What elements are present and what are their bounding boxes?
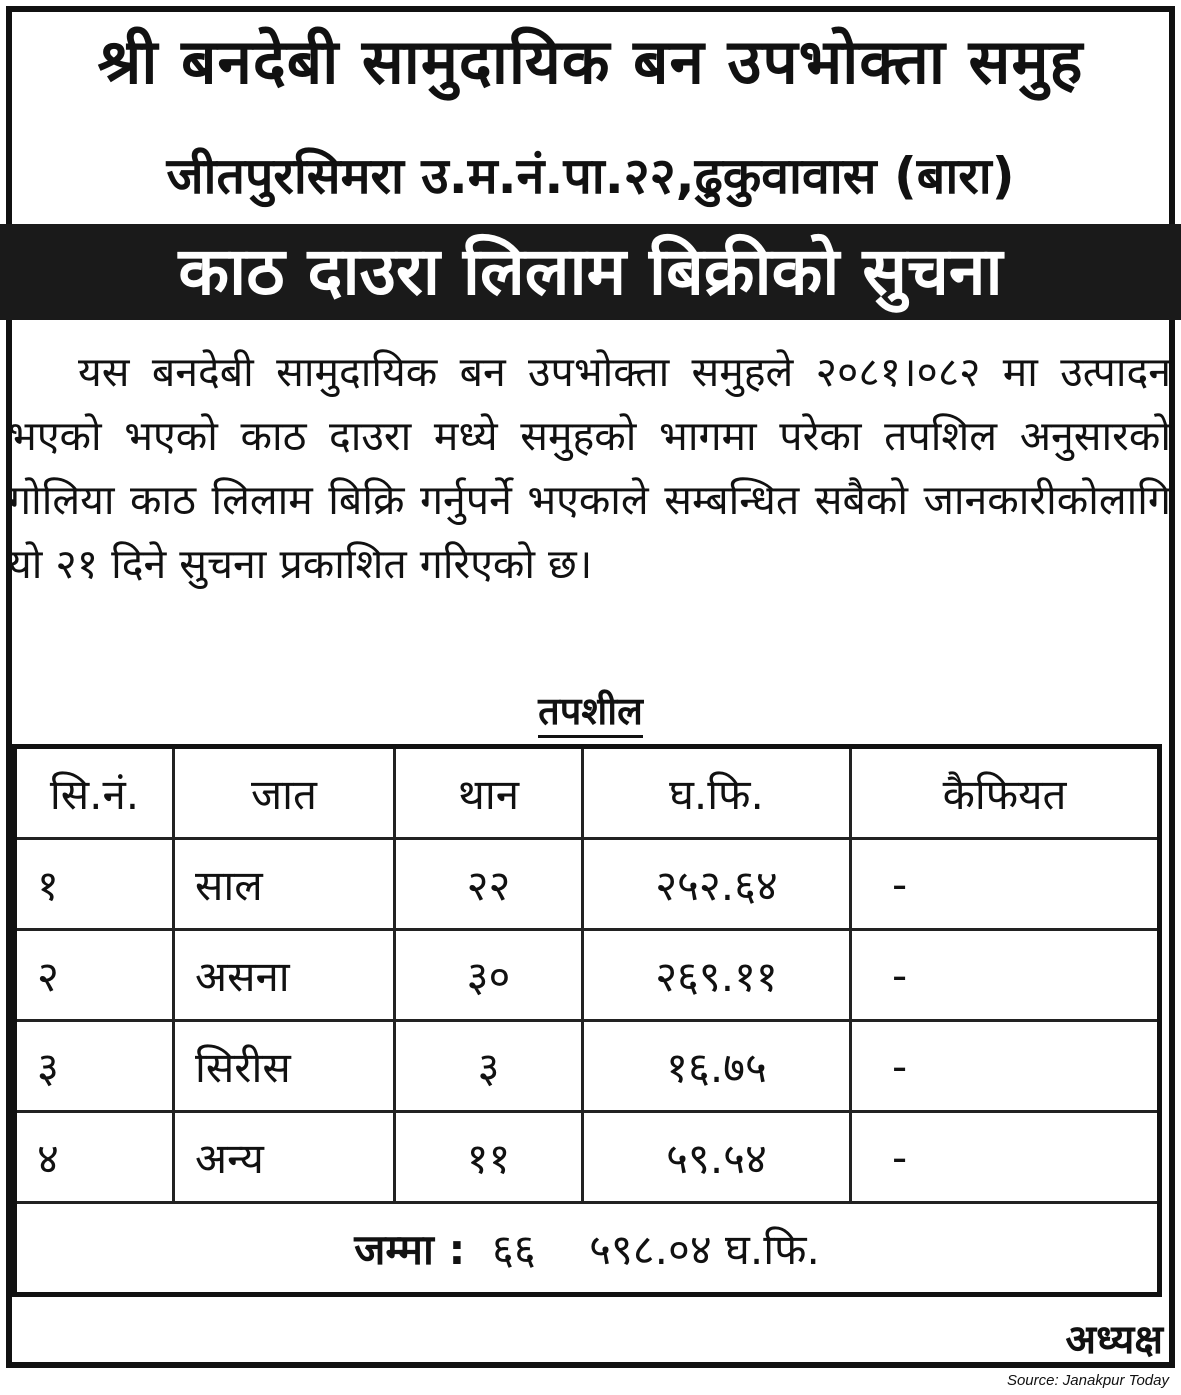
total-cell [15,1203,1160,1295]
total-count: ६६ [492,1224,536,1274]
table-row [15,1112,1160,1203]
cell-count: ३ [395,1021,583,1112]
cell-remarks: - [851,1021,1160,1112]
cell-volume: २५२.६४ [583,839,851,930]
cell-species: अन्य [174,1112,395,1203]
notice-banner: काठ दाउरा लिलाम बिक्रीको सुचना [0,224,1181,320]
cell-remarks: - [851,839,1160,930]
organization-address: जीतपुरसिमरा उ.म.नं.पा.२२,ढुकुवावास (बारा) [166,147,1015,205]
header-serial: सि.नं. [15,747,174,839]
table-row [15,1021,1160,1112]
header-remarks: कैफियत [851,747,1160,839]
cell-count: २२ [395,839,583,930]
source-credit: Source: Janakpur Today [1006,1372,1169,1389]
table-heading [0,684,1181,736]
total-volume: ५९८.०४ घ.फि. [589,1224,820,1274]
cell-species: साल [174,839,395,930]
cell-serial: ४ [15,1112,174,1203]
header-count: थान [395,747,583,839]
total-row [15,1203,1160,1295]
organization-title: श्री बनदेबी सामुदायिक बन उपभोक्ता समुह [97,25,1084,98]
signatory: अध्यक्ष [1065,1317,1163,1363]
details-table [12,744,1162,1297]
header-species: जात [174,747,395,839]
cell-serial: २ [15,930,174,1021]
cell-volume: १६.७५ [583,1021,851,1112]
cell-serial: १ [15,839,174,930]
table-row [15,930,1160,1021]
cell-species: असना [174,930,395,1021]
cell-volume: ५९.५४ [583,1112,851,1203]
cell-count: ३० [395,930,583,1021]
notice-paragraph: यस बनदेबी सामुदायिक बन उपभोक्ता समुहले २०८१।०८२ मा उत्पादन भएको भएको काठ दाउरा मध्ये समुहको भागमा परेका तपशिल अनुसारको गोलिया काठ लिलाम बिक्रि गर्नुपर्ने भएकाले सम्बन्धित सबैको जानकारीकोलागि यो २१ दिने सुचना प्रकाशित गरिएको छ। [8,348,1171,588]
table-header-row [15,747,1160,839]
cell-remarks: - [851,930,1160,1021]
cell-volume: २६९.११ [583,930,851,1021]
table-heading-text: तपशील [538,689,643,738]
cell-remarks: - [851,1112,1160,1203]
cell-count: ११ [395,1112,583,1203]
total-label: जम्मा : [354,1224,466,1274]
header-volume: घ.फि. [583,747,851,839]
cell-species: सिरीस [174,1021,395,1112]
table-row [15,839,1160,930]
cell-serial: ३ [15,1021,174,1112]
